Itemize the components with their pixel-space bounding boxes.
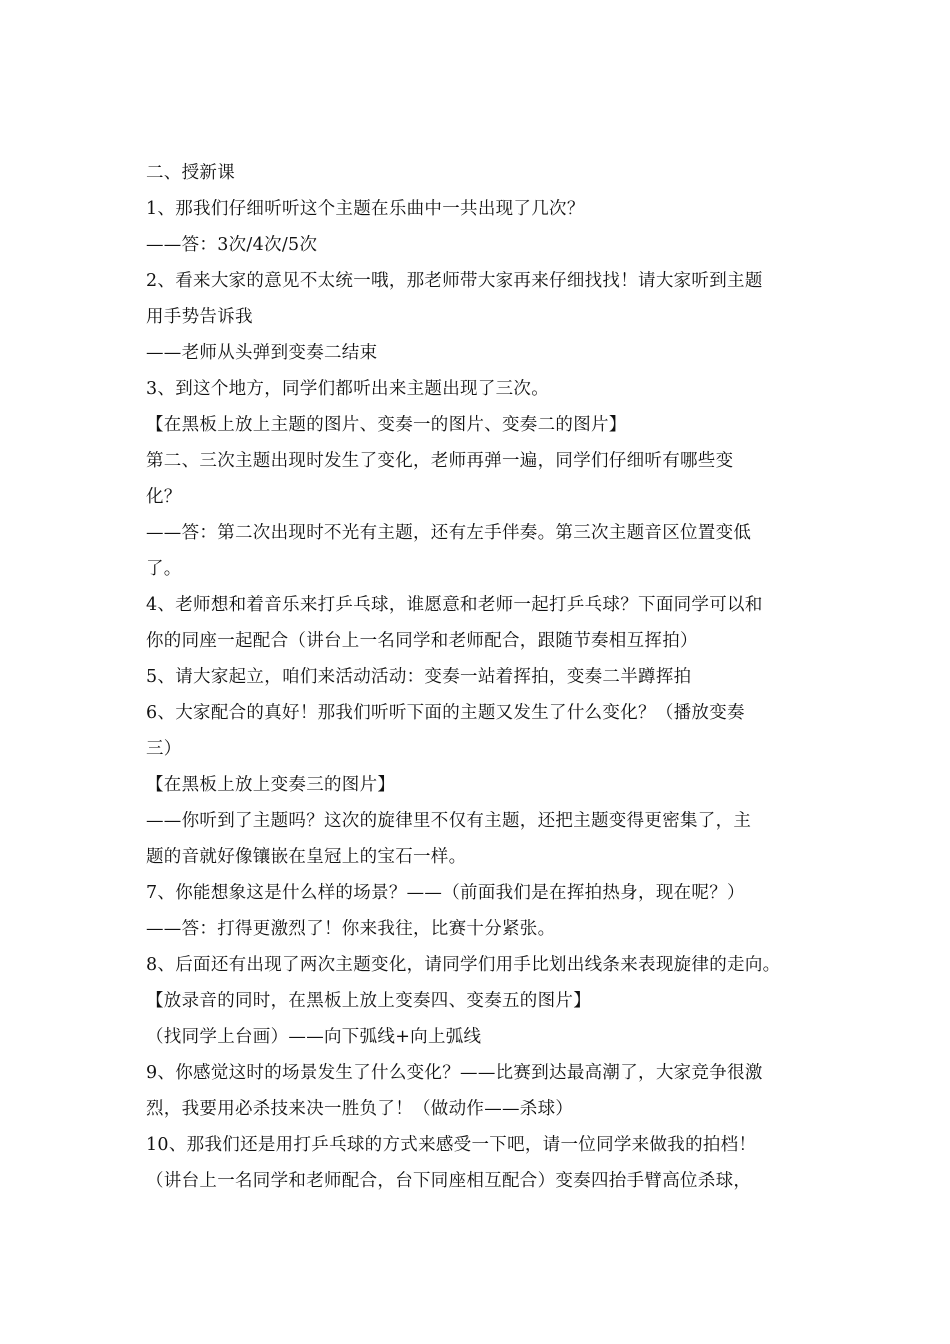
text-line: 化？ bbox=[146, 487, 182, 507]
text-line: 题的音就好像镶嵌在皇冠上的宝石一样。 bbox=[146, 847, 467, 867]
text-line: 【放录音的同时，在黑板上放上变奏四、变奏五的图片】 bbox=[146, 991, 591, 1011]
text-line: 7、你能想象这是什么样的场景？——（前面我们是在挥拍热身，现在呢？） bbox=[146, 883, 745, 903]
text-line: 8、后面还有出现了两次主题变化，请同学们用手比划出线条来表现旋律的走向。 bbox=[146, 955, 781, 975]
text-line: ——你听到了主题吗？这次的旋律里不仅有主题，还把主题变得更密集了，主 bbox=[146, 811, 752, 831]
text-line: ——老师从头弹到变奏二结束 bbox=[146, 343, 378, 363]
text-line: 3、到这个地方，同学们都听出来主题出现了三次。 bbox=[146, 379, 550, 399]
text-line: 了。 bbox=[146, 559, 182, 579]
text-line: 你的同座一起配合（讲台上一名同学和老师配合，跟随节奏相互挥拍） bbox=[146, 631, 698, 651]
text-line: 三） bbox=[146, 739, 182, 759]
text-line: 2、看来大家的意见不太统一哦，那老师带大家再来仔细找找！请大家听到主题 bbox=[146, 271, 763, 291]
text-line: 6、大家配合的真好！那我们听听下面的主题又发生了什么变化？（播放变奏 bbox=[146, 703, 745, 723]
text-line: 【在黑板上放上主题的图片、变奏一的图片、变奏二的图片】 bbox=[146, 415, 627, 435]
text-line: ——答：3次/4次/5次 bbox=[146, 235, 318, 255]
section-heading: 二、授新课 bbox=[146, 163, 235, 183]
text-line: 9、你感觉这时的场景发生了什么变化？——比赛到达最高潮了，大家竞争很激 bbox=[146, 1063, 763, 1083]
text-line: （找同学上台画）——向下弧线+向上弧线 bbox=[146, 1027, 482, 1047]
text-line: ——答：打得更激烈了！你来我往，比赛十分紧张。 bbox=[146, 919, 556, 939]
text-line: 1、那我们仔细听听这个主题在乐曲中一共出现了几次？ bbox=[146, 199, 585, 219]
text-line: 【在黑板上放上变奏三的图片】 bbox=[146, 775, 396, 795]
text-line: 用手势告诉我 bbox=[146, 307, 253, 327]
text-line: 烈，我要用必杀技来决一胜负了！（做动作——杀球） bbox=[146, 1099, 574, 1119]
text-line: 10、那我们还是用打乒乓球的方式来感受一下吧，请一位同学来做我的拍档！ bbox=[146, 1135, 757, 1155]
text-line: 5、请大家起立，咱们来活动活动：变奏一站着挥拍，变奏二半蹲挥拍 bbox=[146, 667, 692, 687]
text-line: 4、老师想和着音乐来打乒乓球，谁愿意和老师一起打乒乓球？下面同学可以和 bbox=[146, 595, 763, 615]
text-line: ——答：第二次出现时不光有主题，还有左手伴奏。第三次主题音区位置变低 bbox=[146, 523, 752, 543]
text-line: （讲台上一名同学和老师配合，台下同座相互配合）变奏四抬手臂高位杀球， bbox=[146, 1171, 752, 1191]
text-line: 第二、三次主题出现时发生了变化，老师再弹一遍，同学们仔细听有哪些变 bbox=[146, 451, 734, 471]
